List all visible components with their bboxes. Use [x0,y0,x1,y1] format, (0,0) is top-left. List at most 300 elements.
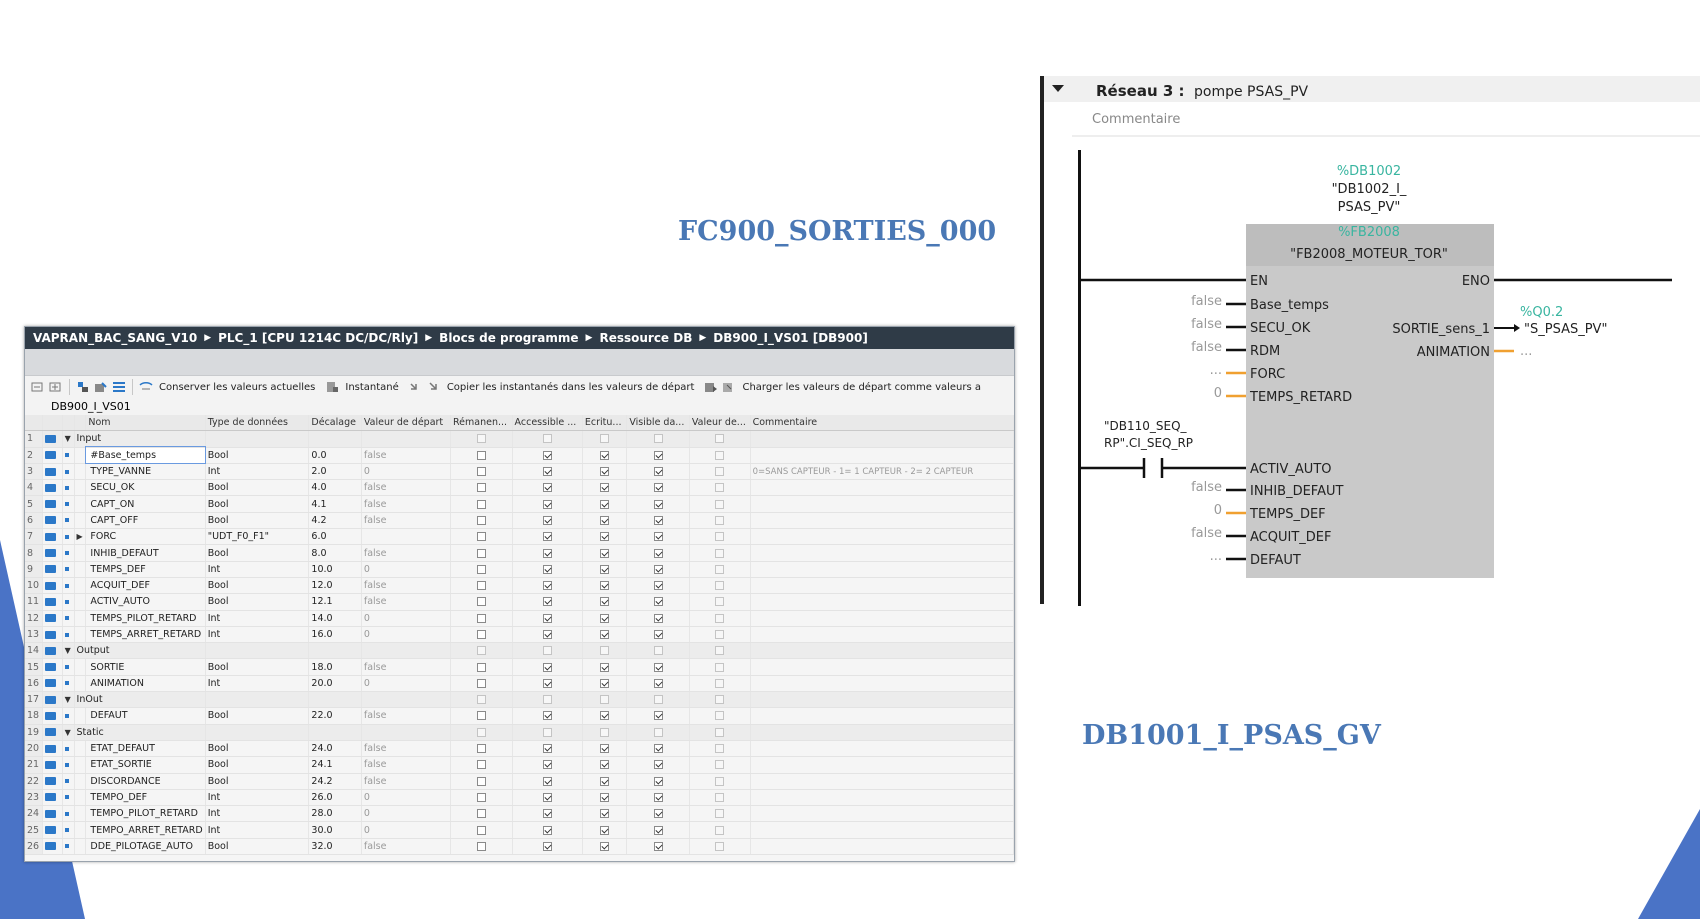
data-type[interactable] [205,431,309,447]
setpoint-checkbox[interactable] [689,577,750,593]
table-row[interactable] [25,838,1014,854]
snapshot-label[interactable]: Instantané [345,381,399,393]
retain-checkbox[interactable] [451,822,513,838]
comment[interactable] [750,480,1013,496]
section-name[interactable]: Static [74,724,205,740]
variable-name[interactable]: TEMPS_ARRET_RETARD [86,626,205,642]
column-header[interactable]: Valeur de départ [361,415,450,431]
setpoint-checkbox[interactable] [689,463,750,479]
instance-db-name-line2[interactable]: PSAS_PV" [1337,200,1401,215]
accessible-checkbox[interactable] [512,577,582,593]
visible-checkbox[interactable] [627,675,690,691]
visible-checkbox[interactable] [627,708,690,724]
visible-checkbox[interactable] [627,480,690,496]
retain-checkbox[interactable] [451,740,513,756]
start-value[interactable]: false [361,545,450,561]
accessible-checkbox[interactable] [512,740,582,756]
variable-name[interactable]: ACTIV_AUTO [86,594,205,610]
visible-checkbox[interactable] [627,496,690,512]
variable-name[interactable]: DDE_PILOTAGE_AUTO [86,838,205,854]
start-value[interactable]: false [361,512,450,528]
retain-checkbox[interactable] [451,838,513,854]
writable-checkbox[interactable] [582,529,626,545]
copy-start-icon[interactable] [427,381,441,393]
writable-checkbox[interactable] [582,480,626,496]
network-name[interactable]: pompe PSAS_PV [1194,84,1309,100]
retain-checkbox[interactable] [451,757,513,773]
column-header[interactable]: Valeur de... [689,415,750,431]
accessible-checkbox[interactable] [512,708,582,724]
writable-checkbox[interactable] [582,496,626,512]
visible-checkbox[interactable] [627,431,690,447]
list-icon[interactable] [112,381,126,393]
data-type[interactable]: Bool [205,838,309,854]
copy-snapshot-icon[interactable] [409,381,423,393]
retain-checkbox[interactable] [451,806,513,822]
table-row[interactable] [25,659,1014,675]
visible-checkbox[interactable] [627,447,690,463]
data-type[interactable]: Bool [205,447,309,463]
variable-name[interactable]: CAPT_OFF [86,512,205,528]
accessible-checkbox[interactable] [512,512,582,528]
start-value[interactable]: 0 [361,610,450,626]
comment[interactable] [750,447,1013,463]
setpoint-checkbox[interactable] [689,773,750,789]
retain-checkbox[interactable] [451,463,513,479]
accessible-checkbox[interactable] [512,447,582,463]
setpoint-checkbox[interactable] [689,675,750,691]
network-comment[interactable]: Commentaire [1092,112,1181,127]
comment[interactable] [750,822,1013,838]
setpoint-checkbox[interactable] [689,708,750,724]
variable-name[interactable]: CAPT_ON [86,496,205,512]
fb-pin-value[interactable]: false [1191,480,1222,495]
writable-checkbox[interactable] [582,545,626,561]
table-row[interactable] [25,463,1014,479]
variable-name[interactable]: ETAT_DEFAUT [86,740,205,756]
setpoint-checkbox[interactable] [689,480,750,496]
writable-checkbox[interactable] [582,447,626,463]
retain-checkbox[interactable] [451,643,513,659]
setpoint-checkbox[interactable] [689,692,750,708]
writable-checkbox[interactable] [582,838,626,854]
start-value[interactable]: false [361,659,450,675]
retain-checkbox[interactable] [451,545,513,561]
setpoint-checkbox[interactable] [689,789,750,805]
comment[interactable] [750,431,1013,447]
writable-checkbox[interactable] [582,659,626,675]
retain-checkbox[interactable] [451,789,513,805]
column-header[interactable]: Commentaire [750,415,1013,431]
accessible-checkbox[interactable] [512,822,582,838]
retain-checkbox[interactable] [451,447,513,463]
fb-pin-value[interactable]: false [1191,340,1222,355]
data-type[interactable] [205,724,309,740]
writable-checkbox[interactable] [582,577,626,593]
table-row[interactable] [25,806,1014,822]
section-name[interactable]: Output [74,643,205,659]
data-type[interactable]: Int [205,822,309,838]
start-value[interactable] [361,529,450,545]
breadcrumb-item[interactable]: PLC_1 [CPU 1214C DC/DC/Rly] [218,331,419,345]
start-value[interactable]: 0 [361,463,450,479]
accessible-checkbox[interactable] [512,773,582,789]
visible-checkbox[interactable] [627,740,690,756]
setpoint-checkbox[interactable] [689,740,750,756]
visible-checkbox[interactable] [627,529,690,545]
variable-name[interactable]: SECU_OK [86,480,205,496]
data-type[interactable]: Int [205,789,309,805]
start-value[interactable] [361,643,450,659]
comment[interactable] [750,692,1013,708]
fb-pin-value[interactable]: ... [1209,363,1222,378]
comment[interactable] [750,757,1013,773]
setpoint-checkbox[interactable] [689,496,750,512]
fb-pin-value[interactable]: ... [1209,549,1222,564]
writable-checkbox[interactable] [582,431,626,447]
setpoint-checkbox[interactable] [689,529,750,545]
start-value[interactable]: false [361,740,450,756]
variable-name[interactable]: TEMPO_ARRET_RETARD [86,822,205,838]
start-value[interactable]: 0 [361,822,450,838]
setpoint-checkbox[interactable] [689,545,750,561]
accessible-checkbox[interactable] [512,789,582,805]
comment[interactable] [750,643,1013,659]
column-header[interactable]: Ecritu... [582,415,626,431]
table-row[interactable] [25,447,1014,463]
fb-pin-value[interactable]: 0 [1213,386,1222,401]
comment[interactable] [750,561,1013,577]
table-row[interactable] [25,594,1014,610]
comment[interactable] [750,594,1013,610]
table-row[interactable] [25,529,1014,545]
contact-tag-line1[interactable]: "DB110_SEQ_ [1104,419,1187,433]
writable-checkbox[interactable] [582,773,626,789]
variable-name[interactable]: ACQUIT_DEF [86,577,205,593]
retain-checkbox[interactable] [451,773,513,789]
fb-pin-value[interactable]: false [1191,317,1222,332]
data-type[interactable]: Int [205,561,309,577]
setpoint-checkbox[interactable] [689,659,750,675]
setpoint-checkbox[interactable] [689,594,750,610]
column-header[interactable]: Visible da... [627,415,690,431]
insert-row-icon[interactable] [31,381,45,393]
data-type[interactable]: Bool [205,545,309,561]
retain-checkbox[interactable] [451,512,513,528]
retain-checkbox[interactable] [451,561,513,577]
comment[interactable] [750,496,1013,512]
retain-checkbox[interactable] [451,594,513,610]
writable-checkbox[interactable] [582,626,626,642]
retain-checkbox[interactable] [451,659,513,675]
collapse-icon[interactable]: ▼ [62,431,74,447]
writable-checkbox[interactable] [582,724,626,740]
writable-checkbox[interactable] [582,512,626,528]
table-row[interactable] [25,496,1014,512]
writable-checkbox[interactable] [582,806,626,822]
writable-checkbox[interactable] [582,692,626,708]
writable-checkbox[interactable] [582,643,626,659]
fb-pin-value[interactable]: false [1191,294,1222,309]
setpoint-checkbox[interactable] [689,838,750,854]
retain-checkbox[interactable] [451,708,513,724]
visible-checkbox[interactable] [627,724,690,740]
writable-checkbox[interactable] [582,708,626,724]
breadcrumb-item[interactable]: Ressource DB [599,331,693,345]
retain-checkbox[interactable] [451,529,513,545]
data-type[interactable]: Bool [205,708,309,724]
accessible-checkbox[interactable] [512,626,582,642]
data-type[interactable]: Int [205,675,309,691]
data-type[interactable] [205,692,309,708]
variable-name[interactable]: SORTIE [86,659,205,675]
data-type[interactable]: Bool [205,740,309,756]
data-type[interactable]: Int [205,806,309,822]
accessible-checkbox[interactable] [512,610,582,626]
load-start-label[interactable]: Charger les valeurs de départ comme valeurs a [742,381,982,393]
accessible-checkbox[interactable] [512,692,582,708]
variable-name[interactable]: DEFAUT [86,708,205,724]
variable-name[interactable]: FORC [86,529,205,545]
setpoint-checkbox[interactable] [689,724,750,740]
retain-checkbox[interactable] [451,692,513,708]
writable-checkbox[interactable] [582,561,626,577]
start-value[interactable]: 0 [361,789,450,805]
fb-pin-value[interactable]: 0 [1213,503,1222,518]
start-value[interactable] [361,724,450,740]
visible-checkbox[interactable] [627,626,690,642]
visible-checkbox[interactable] [627,773,690,789]
setpoint-checkbox[interactable] [689,447,750,463]
comment[interactable] [750,740,1013,756]
copy-snapshot-label[interactable]: Copier les instantanés dans les valeurs de départ [446,381,695,393]
data-type[interactable]: Bool [205,512,309,528]
comment[interactable]: 0=SANS CAPTEUR - 1= 1 CAPTEUR - 2= 2 CAPTEUR [750,463,1013,479]
output-tag[interactable]: "S_PSAS_PV" [1524,322,1608,337]
comment[interactable] [750,545,1013,561]
writable-checkbox[interactable] [582,740,626,756]
accessible-checkbox[interactable] [512,643,582,659]
table-row[interactable] [25,724,1014,740]
table-row[interactable] [25,480,1014,496]
accessible-checkbox[interactable] [512,561,582,577]
start-value[interactable]: false [361,594,450,610]
table-row[interactable] [25,692,1014,708]
visible-checkbox[interactable] [627,659,690,675]
setpoint-checkbox[interactable] [689,512,750,528]
table-row[interactable] [25,757,1014,773]
variable-name[interactable]: TYPE_VANNE [86,463,205,479]
setpoint-checkbox[interactable] [689,822,750,838]
writable-checkbox[interactable] [582,757,626,773]
setpoint-checkbox[interactable] [689,626,750,642]
accessible-checkbox[interactable] [512,659,582,675]
start-value[interactable]: false [361,480,450,496]
accessible-checkbox[interactable] [512,594,582,610]
collapse-icon[interactable]: ▼ [62,724,74,740]
add-row-icon[interactable] [49,381,63,393]
start-value[interactable]: 0 [361,675,450,691]
column-header[interactable]: Rémanen... [451,415,513,431]
start-value[interactable] [361,431,450,447]
breadcrumb-item[interactable]: DB900_I_VS01 [DB900] [713,331,868,345]
instance-db-name-line1[interactable]: "DB1002_I_ [1331,182,1407,197]
accessible-checkbox[interactable] [512,675,582,691]
visible-checkbox[interactable] [627,789,690,805]
visible-checkbox[interactable] [627,594,690,610]
data-type[interactable]: Bool [205,757,309,773]
comment[interactable] [750,806,1013,822]
table-row[interactable] [25,577,1014,593]
accessible-checkbox[interactable] [512,757,582,773]
start-value[interactable]: false [361,447,450,463]
start-value[interactable]: false [361,838,450,854]
start-value[interactable]: false [361,757,450,773]
retain-checkbox[interactable] [451,480,513,496]
section-name[interactable]: InOut [74,692,205,708]
retain-checkbox[interactable] [451,431,513,447]
writable-checkbox[interactable] [582,789,626,805]
keep-values-label[interactable]: Conserver les valeurs actuelles [159,381,316,393]
column-header[interactable]: Type de données [205,415,309,431]
breadcrumb-item[interactable]: VAPRAN_BAC_SANG_V10 [33,331,198,345]
visible-checkbox[interactable] [627,806,690,822]
data-type[interactable]: Int [205,463,309,479]
visible-checkbox[interactable] [627,643,690,659]
setpoint-checkbox[interactable] [689,806,750,822]
comment[interactable] [750,724,1013,740]
data-type[interactable]: Bool [205,659,309,675]
table-row[interactable] [25,545,1014,561]
setpoint-checkbox[interactable] [689,643,750,659]
table-row[interactable] [25,773,1014,789]
start-value[interactable]: false [361,773,450,789]
comment[interactable] [750,610,1013,626]
comment[interactable] [750,838,1013,854]
edit-icon[interactable] [94,381,108,393]
table-row[interactable] [25,740,1014,756]
table-row[interactable] [25,643,1014,659]
setpoint-checkbox[interactable] [689,561,750,577]
animation-value[interactable]: ... [1520,344,1533,359]
contact-tag-line2[interactable]: RP".CI_SEQ_RP [1104,436,1194,450]
expand-icon[interactable] [76,381,90,393]
visible-checkbox[interactable] [627,757,690,773]
accessible-checkbox[interactable] [512,838,582,854]
load-start-icon[interactable] [704,381,718,393]
data-type[interactable]: Int [205,610,309,626]
visible-checkbox[interactable] [627,561,690,577]
variable-name[interactable]: #Base_temps [86,447,205,463]
fb-pin-value[interactable]: false [1191,526,1222,541]
retain-checkbox[interactable] [451,610,513,626]
data-type[interactable] [205,643,309,659]
setpoint-checkbox[interactable] [689,757,750,773]
comment[interactable] [750,529,1013,545]
collapse-icon[interactable]: ▼ [62,643,74,659]
column-header[interactable]: Décalage [309,415,361,431]
data-type[interactable]: Bool [205,773,309,789]
setpoint-checkbox[interactable] [689,610,750,626]
column-header[interactable]: Nom [86,415,205,431]
variable-name[interactable]: DISCORDANCE [86,773,205,789]
writable-checkbox[interactable] [582,463,626,479]
setpoint-checkbox[interactable] [689,431,750,447]
comment[interactable] [750,577,1013,593]
accessible-checkbox[interactable] [512,480,582,496]
table-row[interactable] [25,626,1014,642]
data-type[interactable]: Int [205,626,309,642]
load-actual-icon[interactable] [722,381,736,393]
accessible-checkbox[interactable] [512,496,582,512]
visible-checkbox[interactable] [627,692,690,708]
accessible-checkbox[interactable] [512,806,582,822]
monitor-icon[interactable] [139,381,153,393]
start-value[interactable]: 0 [361,561,450,577]
comment[interactable] [750,789,1013,805]
variable-name[interactable]: TEMPO_DEF [86,789,205,805]
comment[interactable] [750,708,1013,724]
table-row[interactable] [25,512,1014,528]
start-value[interactable]: false [361,496,450,512]
visible-checkbox[interactable] [627,822,690,838]
accessible-checkbox[interactable] [512,463,582,479]
writable-checkbox[interactable] [582,822,626,838]
visible-checkbox[interactable] [627,838,690,854]
table-row[interactable] [25,610,1014,626]
table-row[interactable] [25,675,1014,691]
visible-checkbox[interactable] [627,512,690,528]
comment[interactable] [750,626,1013,642]
column-header[interactable]: Accessible ... [512,415,582,431]
visible-checkbox[interactable] [627,545,690,561]
visible-checkbox[interactable] [627,577,690,593]
start-value[interactable]: false [361,708,450,724]
visible-checkbox[interactable] [627,610,690,626]
table-row[interactable] [25,789,1014,805]
visible-checkbox[interactable] [627,463,690,479]
data-type[interactable]: Bool [205,480,309,496]
data-type[interactable]: "UDT_F0_F1" [205,529,309,545]
data-type[interactable]: Bool [205,594,309,610]
accessible-checkbox[interactable] [512,724,582,740]
collapse-icon[interactable]: ▼ [62,692,74,708]
start-value[interactable]: 0 [361,806,450,822]
table-row[interactable] [25,561,1014,577]
comment[interactable] [750,512,1013,528]
variable-name[interactable]: TEMPO_PILOT_RETARD [86,806,205,822]
table-row[interactable] [25,431,1014,447]
writable-checkbox[interactable] [582,610,626,626]
snapshot-icon[interactable] [325,381,339,393]
retain-checkbox[interactable] [451,675,513,691]
section-name[interactable]: Input [74,431,205,447]
start-value[interactable]: false [361,577,450,593]
writable-checkbox[interactable] [582,675,626,691]
accessible-checkbox[interactable] [512,431,582,447]
accessible-checkbox[interactable] [512,529,582,545]
retain-checkbox[interactable] [451,724,513,740]
start-value[interactable]: 0 [361,626,450,642]
table-row[interactable] [25,708,1014,724]
accessible-checkbox[interactable] [512,545,582,561]
variable-name[interactable]: ETAT_SORTIE [86,757,205,773]
variable-name[interactable]: ANIMATION [86,675,205,691]
retain-checkbox[interactable] [451,577,513,593]
comment[interactable] [750,659,1013,675]
breadcrumb-item[interactable]: Blocs de programme [439,331,579,345]
variable-name[interactable]: INHIB_DEFAUT [86,545,205,561]
